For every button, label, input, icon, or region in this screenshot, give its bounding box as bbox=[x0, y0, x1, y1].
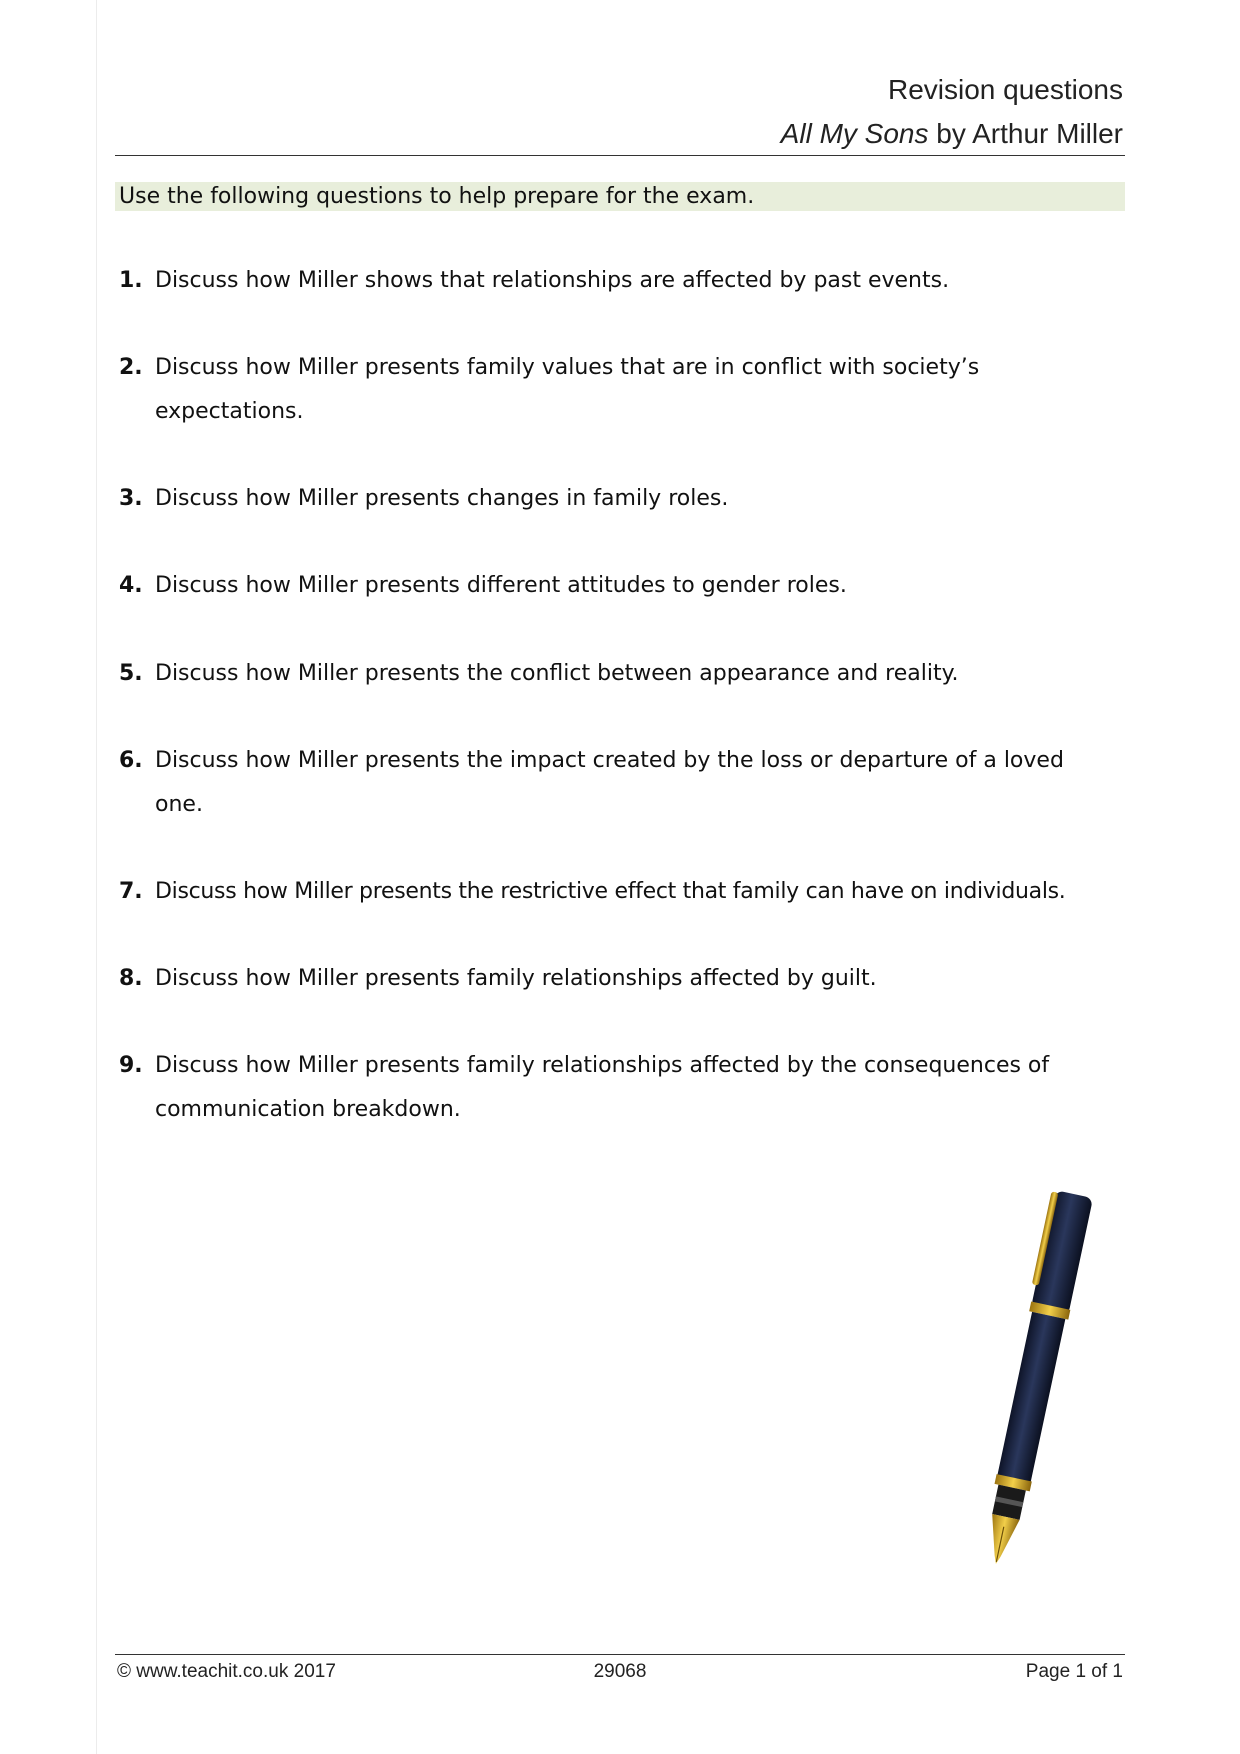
question-item bbox=[115, 739, 1125, 827]
footer-page-number: Page 1 of 1 bbox=[1025, 1661, 1123, 1682]
question-item bbox=[115, 1044, 1125, 1132]
question-number: 3. bbox=[119, 486, 143, 511]
fountain-pen-icon bbox=[960, 1180, 1110, 1580]
document-header bbox=[115, 68, 1125, 156]
question-text: Discuss how Miller presents the impact created by the loss or departure of a loved one. bbox=[155, 748, 1064, 817]
header-title bbox=[115, 112, 1123, 156]
question-item bbox=[115, 652, 1125, 696]
question-number: 4. bbox=[119, 573, 143, 598]
question-number: 2. bbox=[119, 355, 143, 380]
question-text: Discuss how Miller presents family relationships affected by guilt. bbox=[155, 966, 877, 991]
question-number: 7. bbox=[119, 879, 143, 904]
header-title-author: by Arthur Miller bbox=[928, 118, 1123, 149]
question-item bbox=[115, 957, 1125, 1001]
question-number: 5. bbox=[119, 661, 143, 686]
question-text: Discuss how Miller presents the conflict between appearance and reality. bbox=[155, 661, 959, 686]
question-text: Discuss how Miller presents family values that are in conflict with society’s expectations. bbox=[155, 355, 980, 424]
question-text: Discuss how Miller presents the restrictive effect that family can have on individuals. bbox=[155, 879, 1066, 904]
question-item bbox=[115, 259, 1125, 303]
question-number: 6. bbox=[119, 748, 143, 773]
header-subtitle: Revision questions bbox=[887, 74, 1123, 105]
question-number: 8. bbox=[119, 966, 143, 991]
footer-resource-code: 29068 bbox=[593, 1661, 647, 1682]
question-text: Discuss how Miller presents changes in family roles. bbox=[155, 486, 729, 511]
question-text: Discuss how Miller shows that relationships are affected by past events. bbox=[155, 268, 950, 293]
question-text: Discuss how Miller presents different attitudes to gender roles. bbox=[155, 573, 847, 598]
question-text: Discuss how Miller presents family relationships affected by the consequences of communication breakdown. bbox=[155, 1053, 1050, 1122]
question-item bbox=[115, 564, 1125, 608]
question-item bbox=[115, 477, 1125, 521]
document-footer bbox=[115, 1654, 1125, 1688]
footer-copyright: © www.teachit.co.uk 2017 bbox=[117, 1661, 336, 1682]
question-item bbox=[115, 346, 1125, 434]
intro-banner: Use the following questions to help prepare for the exam. bbox=[115, 182, 1125, 211]
question-item bbox=[115, 870, 1125, 914]
question-number: 9. bbox=[119, 1053, 143, 1078]
question-number: 1. bbox=[119, 268, 143, 293]
header-title-italic: All My Sons bbox=[780, 118, 929, 149]
page-margin-line bbox=[96, 0, 97, 1754]
